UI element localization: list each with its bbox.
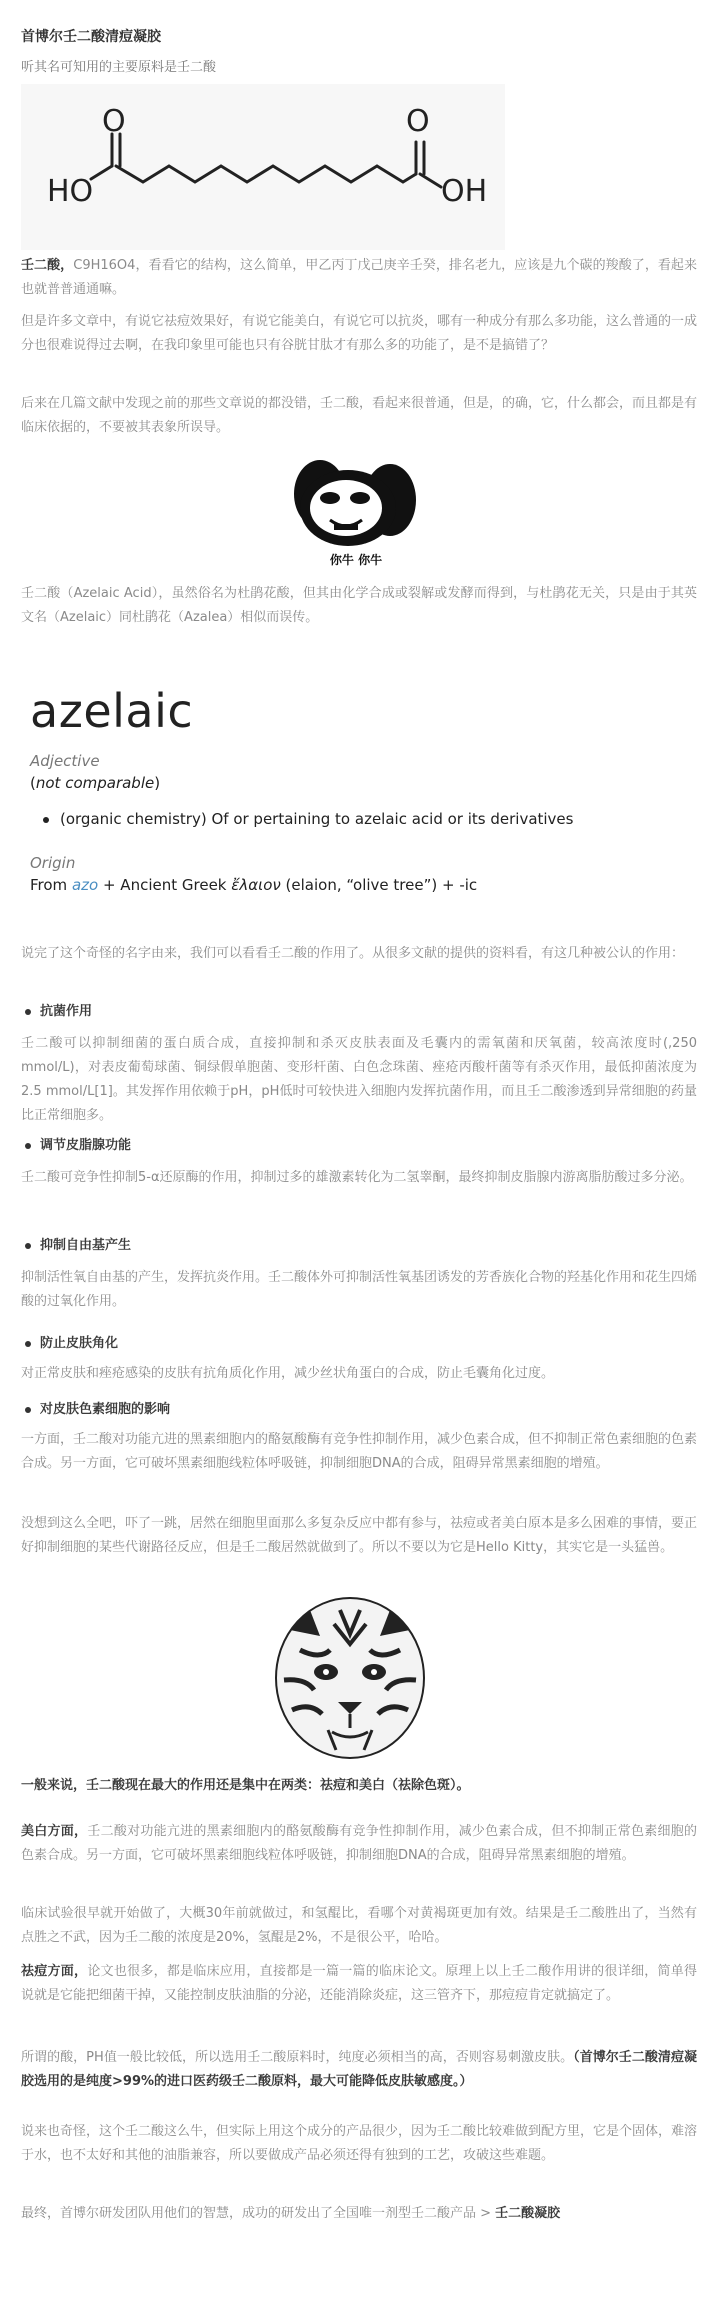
tiger-image xyxy=(270,1590,430,1760)
intro-text: 听其名可知用的主要原料是壬二酸 xyxy=(21,60,217,75)
section-3-title: 抑制自由基产生 xyxy=(40,1236,131,1256)
paragraph-9-bold: 祛痘方面， xyxy=(21,1964,88,1979)
dict-origin-label: Origin xyxy=(30,854,76,872)
paragraph-6: 没想到这么全吧，吓了一跳，居然在细胞里面那么多复杂反应中都有参与，祛痘或者美白原本是多么困难的事情，要正好抑制细胞的某些代谢路径反应，但是壬二酸居然就做到了。所以不要以为它是Hello Kitty，其实它是一头猛兽。 xyxy=(21,1516,698,1555)
meme-caption: 你牛 你牛 xyxy=(329,553,383,567)
dict-origin-plus: + Ancient Greek xyxy=(98,876,232,894)
paragraph-11: 说来也奇怪，这个壬二酸这么牛，但实际上用这个成分的产品很少，因为壬二酸比较难做到配方里，它是个固体，难溶于水，也不太好和其他的油脂兼容，所以要做成产品必须还得有独到的工艺，攻破这些难题。 xyxy=(21,2124,698,2163)
paragraph-5: 说完了这个奇怪的名字由来，我们可以看看壬二酸的作用了。从很多文献的提供的资料看，有这几种被公认的作用： xyxy=(21,946,685,961)
paragraph-3: 后来在几篇文献中发现之前的那些文章说的都没错，壬二酸，看起来很普通，但是，的确，它，什么都会，而且都是有临床依据的，不要被其表象所误导。 xyxy=(21,396,698,435)
section-4-text: 对正常皮肤和痤疮感染的皮肤有抗角质化作用，减少丝状角蛋白的合成，防止毛囊角化过度。 xyxy=(21,1366,555,1381)
ho-label: HO xyxy=(47,174,94,209)
section-1-title: 抗菌作用 xyxy=(40,1002,92,1022)
article-title: 首博尔壬二酸清痘凝胶 xyxy=(21,29,161,45)
paragraph-2: 但是许多文章中，有说它祛痘效果好，有说它能美白，有说它可以抗炎，哪有一种成分有那么多功能，这么普通的一成分也很难说得过去啊，在我印象里可能也只有谷胱甘肽才有那么多的功能了，是不是搞错了？ xyxy=(21,314,698,353)
paragraph-1 xyxy=(21,254,697,302)
panda-meme-image xyxy=(290,452,422,570)
paragraph-10-bold: （首博尔壬二酸清痘凝胶选用的是纯度>99%的进口医药级壬二酸原料，最大可能降低皮肤敏感度。） xyxy=(21,2050,697,2089)
dict-origin-greek: ἔλαιον xyxy=(231,876,281,894)
paragraph-7-bold: 美白方面， xyxy=(21,1824,88,1839)
product-name-link[interactable]: 壬二酸凝胶 xyxy=(495,2206,561,2221)
azelaic-acid-structure-image xyxy=(21,84,505,250)
section-3-text: 抑制活性氧自由基的产生，发挥抗炎作用。壬二酸体外可抑制活性氧基团诱发的芳香族化合物的羟基化作用和花生四烯酸的过氧化作用。 xyxy=(21,1270,698,1309)
molecule-diagram xyxy=(21,84,505,250)
dict-definition xyxy=(60,810,573,828)
dict-comparable-text: not comparable xyxy=(35,774,155,792)
section-5-text: 一方面，壬二酸对功能亢进的黑素细胞内的酪氨酸酶有竞争性抑制作用，减少色素合成，但不抑制正常色素细胞的色素合成。另一方面，它可破坏黑素细胞线粒体呼吸链，抑制细胞DNA的合成，阻碍异常黑素细胞的增殖。 xyxy=(21,1432,698,1471)
section-1-text: 壬二酸可以抑制细菌的蛋白质合成，直接抑制和杀灭皮肤表面及毛囊内的需氧菌和厌氧菌，较高浓度时(,250 mmol/L)，对表皮葡萄球菌、铜绿假单胞菌、变形杆菌、白色念珠菌、痤疮丙酸杆菌等有杀灭作用，最低抑菌浓度为2.5 mmol/L[1]。其发挥作用依赖于pH，pH低时可较快进入细胞内发挥抗菌作用，而且壬二酸渗透到异常细胞的药量比正常细胞多。 xyxy=(21,1036,697,1123)
dict-part-of-speech: Adjective xyxy=(30,752,100,770)
section-4-title: 防止皮肤角化 xyxy=(40,1334,118,1354)
dict-comparable: (not comparable) xyxy=(30,774,161,792)
paragraph-9 xyxy=(21,1960,697,2008)
paragraph-12-text: 最终，首博尔研发团队用他们的智慧，成功的研发出了全国唯一剂型壬二酸产品 > xyxy=(21,2206,496,2221)
paragraph-1-bold: 壬二酸， xyxy=(21,258,74,273)
oh-label: OH xyxy=(441,174,488,209)
oxygen-right-label: O xyxy=(406,104,430,139)
paragraph-1-text: C9H16O4，看看它的结构，这么简单，甲乙丙丁戊己庚辛壬癸，排名老九，应该是九个碳的羧酸了，看起来也就普普通通嘛。 xyxy=(21,258,697,297)
section-5-title: 对皮肤色素细胞的影响 xyxy=(40,1400,170,1420)
paragraph-10 xyxy=(21,2046,697,2094)
paragraph-8: 临床试验很早就开始做了，大概30年前就做过，和氢醌比，看哪个对黄褐斑更加有效。结果是壬二酸胜出了，当然有点胜之不武，因为壬二酸的浓度是20%，氢醌是2%，不是很公平，哈哈。 xyxy=(21,1906,697,1945)
summary-text: 一般来说，壬二酸现在最大的作用还是集中在两类：祛痘和美白（祛除色斑）。 xyxy=(21,1778,470,1793)
paragraph-7-text: 壬二酸对功能亢进的黑素细胞内的酪氨酸酶有竞争性抑制作用，减少色素合成，但不抑制正常色素细胞的色素合成。另一方面，它可破坏黑素细胞线粒体呼吸链，抑制细胞DNA的合成，阻碍异常黑素细胞的增殖。 xyxy=(21,1824,697,1863)
paragraph-7 xyxy=(21,1820,697,1868)
oxygen-left-label: O xyxy=(102,104,126,139)
paragraph-9-text: 论文也很多，都是临床应用，直接都是一篇一篇的临床论文。原理上以上壬二酸作用讲的很详细，简单得说就是它能把细菌干掉，又能控制皮肤油脂的分泌，还能消除炎症，这三管齐下，那痘痘肯定就搞定了。 xyxy=(21,1964,697,2003)
section-2-text: 壬二酸可竞争性抑制5-α还原酶的作用，抑制过多的雄激素转化为二氢睾酮，最终抑制皮脂腺内游离脂肪酸过多分泌。 xyxy=(21,1170,693,1185)
dict-definition-text: (organic chemistry) Of or pertaining to azelaic acid or its derivatives xyxy=(60,810,574,828)
paragraph-4: 壬二酸（Azelaic Acid），虽然俗名为杜鹃花酸，但其由化学合成或裂解或发酵而得到，与杜鹃花无关，只是由于其英文名（Azelaic）同杜鹃花（Azalea）相似而误传。 xyxy=(21,586,697,625)
dict-word: azelaic xyxy=(30,684,194,738)
panda-meme-icon xyxy=(290,452,422,570)
tiger-icon xyxy=(270,1590,430,1760)
dict-origin-from: From xyxy=(30,876,68,894)
dict-origin-gloss: (elaion, “olive tree”) + -ic xyxy=(280,876,478,894)
dict-origin-azo-link[interactable]: azo xyxy=(71,876,99,894)
section-2-title: 调节皮脂腺功能 xyxy=(40,1136,131,1156)
paragraph-12 xyxy=(21,2202,697,2226)
paragraph-10-text: 所谓的酸，PH值一般比较低，所以选用壬二酸原料时，纯度必须相当的高，否则容易刺激皮肤。 xyxy=(21,2050,574,2065)
dict-origin xyxy=(30,876,477,894)
bullet-dot-icon xyxy=(43,817,49,823)
